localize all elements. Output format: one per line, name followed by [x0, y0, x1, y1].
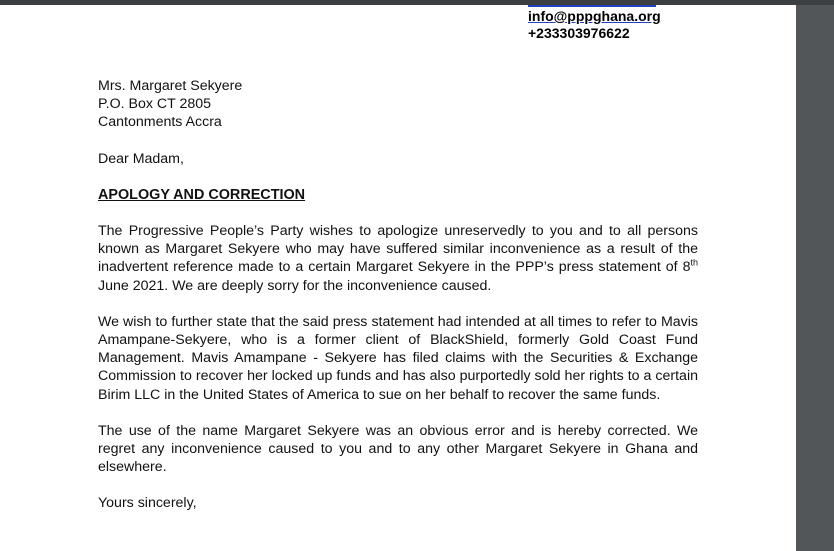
- header-cut-off-line: [528, 5, 656, 7]
- paragraph-1-text-b: June 2021. We are deeply sorry for the inconvenience caused.: [98, 277, 492, 294]
- contact-phone: +233303976622: [528, 25, 630, 41]
- contact-email[interactable]: info@pppghana.org: [528, 8, 661, 24]
- contact-block: [528, 8, 661, 42]
- paragraph-1: [98, 222, 698, 295]
- paragraph-2: We wish to further state that the said press statement had intended at all times to refer to Mavis Amampane-Sekyere, who is a former client of BlackShield, formerly Gold Coast Fund Management. Mavis Amampane - Sekyere has filed claims with the Securities & Exchange Commission to recover her locked up funds and has also purportedly sold her rights to a certain Birim LLC in the United States of America to sue on her behalf to recover the same funds.: [98, 313, 698, 403]
- recipient-address: [98, 77, 698, 132]
- document-page: [0, 5, 796, 551]
- paragraph-1-text-a: The Progressive People’s Party wishes to apologize unreservedly to you and to all persons known as Margaret Sekyere who may have suffered similar inconvenience as a result of the inadvertent reference made to a certain Margaret Sekyere in the PPP’s press statement of 8: [98, 223, 698, 276]
- recipient-box: P.O. Box CT 2805: [98, 96, 212, 113]
- recipient-city: Cantonments Accra: [98, 114, 222, 131]
- closing: Yours sincerely,: [98, 495, 197, 512]
- recipient-name: Mrs. Margaret Sekyere: [98, 78, 243, 94]
- paragraph-3: The use of the name Margaret Sekyere was an obvious error and is hereby corrected. We regret any inconvenience caused to you and to any other Margaret Sekyere in Ghana and elsewhere.: [98, 422, 698, 476]
- salutation: Dear Madam,: [98, 150, 184, 167]
- date-ordinal: th: [690, 257, 698, 268]
- letter-body: [98, 77, 698, 513]
- viewer-side-strip: [796, 5, 834, 551]
- letter-heading: APOLOGY AND CORRECTION: [98, 186, 306, 203]
